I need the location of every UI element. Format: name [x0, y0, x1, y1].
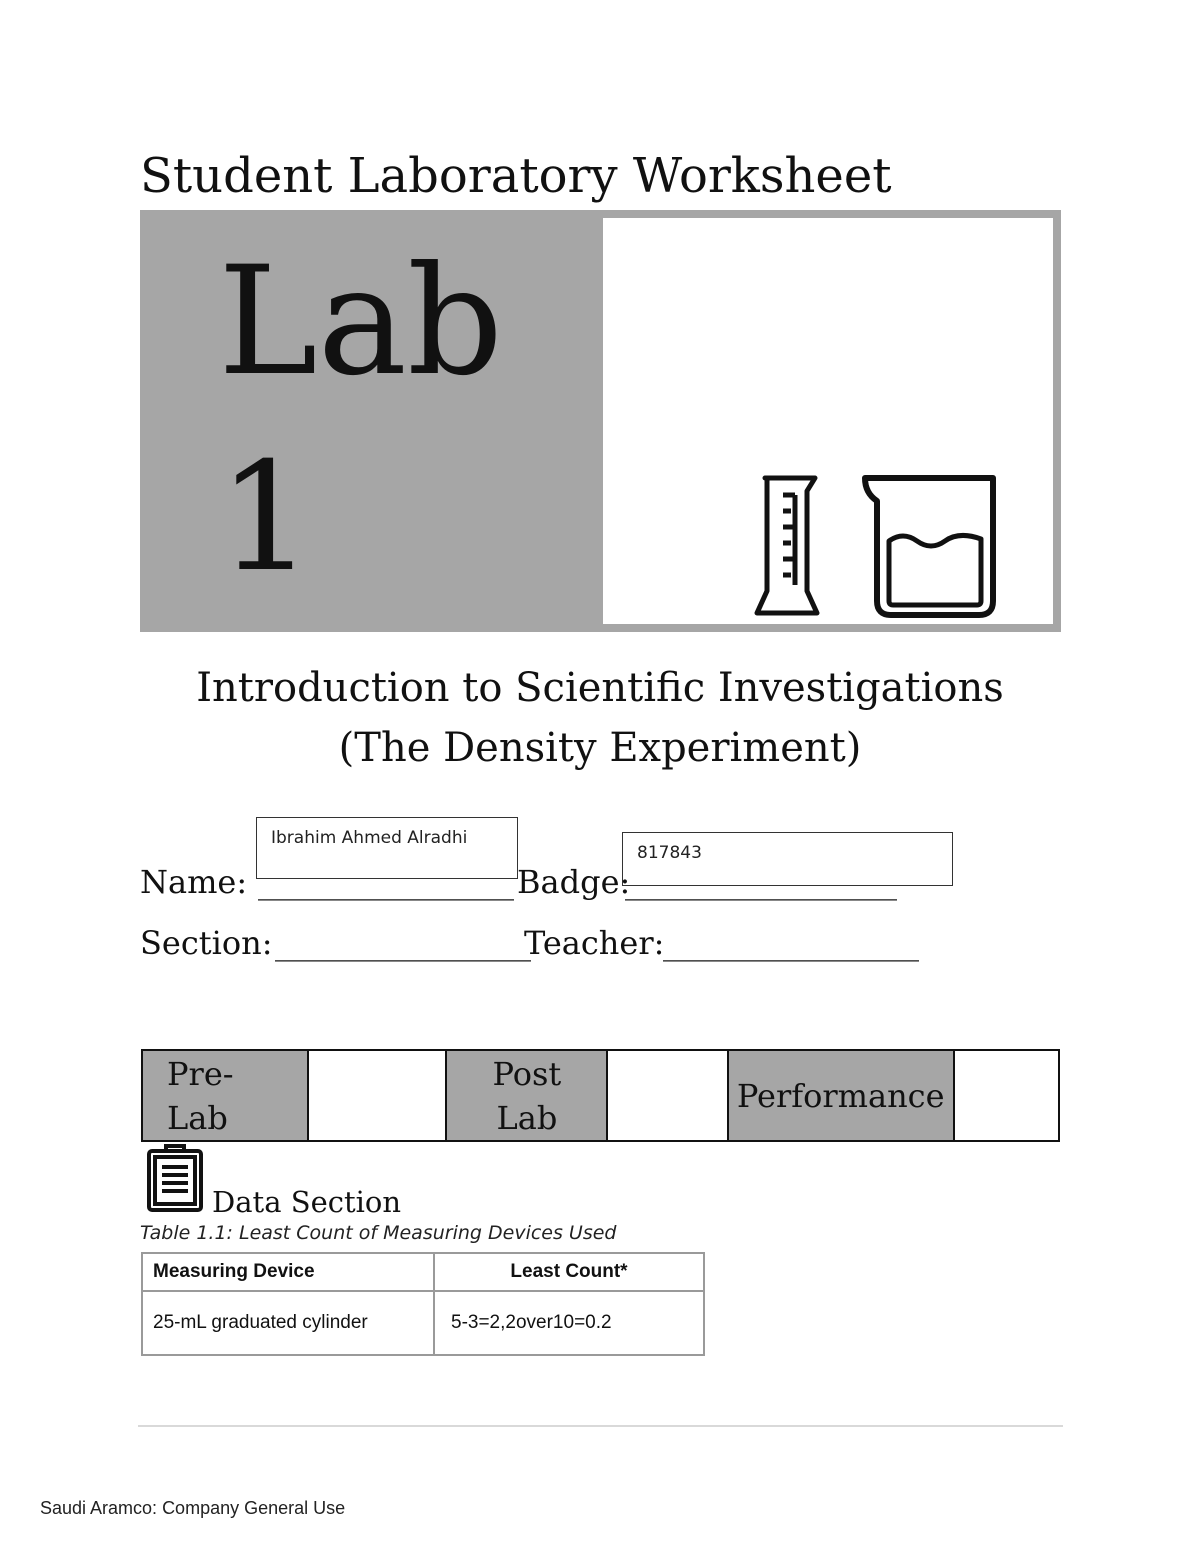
device-cell[interactable]: 25-mL graduated cylinder	[142, 1291, 434, 1355]
footer-divider	[138, 1425, 1063, 1427]
name-underline: ________________	[258, 863, 514, 901]
least-count-cell[interactable]: 5-3=2,2over10=0.2	[434, 1291, 704, 1355]
performance-label: Performance	[728, 1050, 954, 1141]
grade-table	[141, 1049, 1060, 1142]
badge-label: Badge:	[517, 863, 631, 901]
worksheet-title: Student Laboratory Worksheet	[140, 148, 892, 204]
column-header-least-count: Least Count*	[434, 1253, 704, 1291]
classification-footer: Saudi Aramco: Company General Use	[40, 1498, 346, 1518]
teacher-field[interactable]: ________________	[663, 924, 919, 962]
section-field[interactable]: ________________	[275, 924, 531, 962]
table-caption: Table 1.1: Least Count of Measuring Devices Used	[140, 1222, 617, 1244]
lab-equipment-illustration	[753, 473, 1013, 623]
name-field[interactable]: Ibrahim Ahmed Alradhi	[256, 817, 518, 879]
graduated-cylinder-icon	[757, 478, 817, 613]
teacher-label: Teacher:	[524, 924, 665, 962]
performance-score-cell[interactable]	[954, 1050, 1059, 1141]
name-label: Name:	[140, 863, 248, 901]
column-header-device: Measuring Device	[142, 1253, 434, 1291]
beaker-icon	[865, 478, 993, 615]
lab-number: 1	[218, 431, 314, 605]
lab-word: Lab	[218, 235, 504, 409]
table-row	[142, 1291, 704, 1355]
lab-banner	[140, 210, 1061, 632]
table-header-row	[142, 1253, 704, 1291]
clipboard-icon	[146, 1143, 204, 1213]
prelab-label: Pre- Lab	[142, 1050, 308, 1141]
data-section-heading: Data Section	[212, 1185, 402, 1219]
section-label: Section:	[140, 924, 273, 962]
experiment-title-line1: Introduction to Scientific Investigations	[196, 665, 1004, 711]
least-count-table	[141, 1252, 705, 1356]
postlab-label: Post Lab	[446, 1050, 607, 1141]
experiment-title-line2: (The Density Experiment)	[338, 725, 862, 771]
badge-field[interactable]: 817843	[622, 832, 953, 886]
prelab-score-cell[interactable]	[308, 1050, 446, 1141]
banner-image-panel	[603, 218, 1053, 624]
badge-underline: _________________	[625, 863, 897, 901]
postlab-score-cell[interactable]	[607, 1050, 727, 1141]
